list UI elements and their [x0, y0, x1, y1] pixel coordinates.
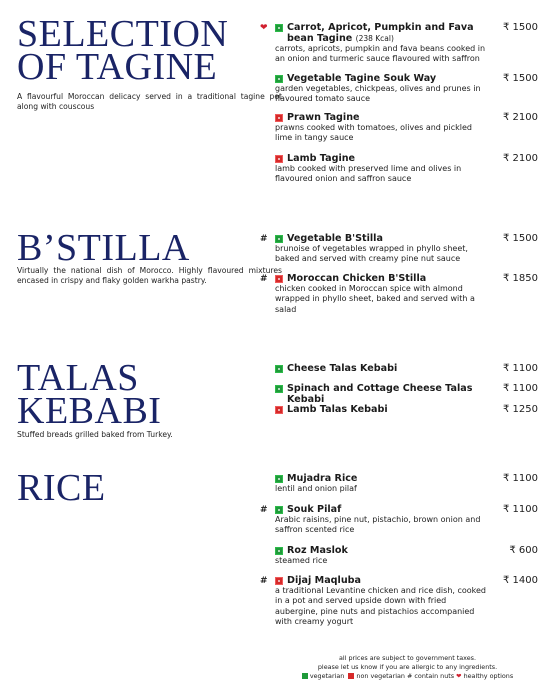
section-title	[17, 357, 162, 432]
section-title-line1: SELECTION	[17, 13, 229, 55]
item-name: Dijaj Maqluba	[287, 575, 361, 586]
item-name: Lamb Talas Kebabi	[287, 404, 388, 415]
item-description: lamb cooked with preserved lime and olives in flavoured onion and saffron sauce	[275, 164, 462, 184]
non-veg-icon	[275, 577, 283, 585]
item-price: ₹ 1500	[503, 233, 538, 244]
heart-legend-icon: ❤	[456, 672, 462, 680]
item-kcal: (238 Kcal)	[355, 34, 394, 43]
item-price: ₹ 1500	[503, 22, 538, 33]
item-name: Mujadra Rice	[287, 473, 358, 484]
allergy-note: please let us know if you are allergic to any ingredients.	[317, 662, 498, 671]
item-name: Carrot, Apricot, Pumpkin and Fava bean Tagine (238 Kcal)	[287, 22, 474, 44]
item-price: ₹ 1500	[503, 73, 538, 84]
contains-nuts-icon: #	[260, 274, 268, 284]
section-description: Virtually the national dish of Morocco. Highly flavoured mixtures encased in crispy and flaky golden warkha pastry.	[17, 266, 282, 285]
veg-icon	[275, 75, 283, 83]
item-price: ₹ 1850	[503, 273, 538, 284]
veg-icon	[275, 365, 283, 373]
item-description: carrots, apricots, pumpkin and fava beans cooked in an onion and turmeric sauce flavoured with saffron	[275, 44, 486, 64]
section-description: A flavourful Moroccan delicacy served in a traditional tagine pot along with couscous	[17, 92, 282, 111]
item-description: brunoise of vegetables wrapped in phyllo sheet, baked and served with creamy pine nut sauce	[275, 244, 468, 264]
section-title	[17, 467, 106, 509]
contains-nuts-icon: #	[260, 505, 268, 515]
item-description: lentil and onion pilaf	[275, 484, 357, 493]
item-name: Moroccan Chicken B'Stilla	[287, 273, 427, 284]
contains-nuts-icon: #	[260, 234, 268, 244]
veg-icon	[275, 235, 283, 243]
non-veg-legend-label: non vegetarian	[356, 672, 405, 680]
non-veg-icon	[275, 275, 283, 283]
healthy-heart-icon: ❤	[260, 23, 268, 33]
item-name: Lamb Tagine	[287, 153, 356, 164]
item-name: Spinach and Cottage Cheese Talas Kebabi	[287, 383, 473, 405]
healthy-legend-label: healthy options	[463, 672, 514, 680]
non-veg-icon	[275, 114, 283, 122]
nuts-legend-label: contain nuts	[414, 672, 455, 680]
tax-note: all prices are subject to government taxes.	[338, 654, 477, 662]
section-title-line2: OF TAGINE	[17, 46, 218, 88]
item-price: ₹ 1100	[503, 504, 538, 515]
item-name: Souk Pilaf	[287, 504, 342, 515]
item-price: ₹ 2100	[503, 153, 538, 164]
nuts-legend-icon: #	[407, 672, 413, 680]
item-description: a traditional Levantine chicken and rice dish, cooked in a pot and served upside down with fried aubergine, pine nuts and pistachios accompanied with creamy yogurt	[275, 586, 487, 626]
item-description: garden vegetables, chickpeas, olives and prunes in flavoured tomato sauce	[275, 84, 481, 104]
veg-icon	[275, 547, 283, 555]
item-name: Vegetable B'Stilla	[287, 233, 383, 244]
item-price: ₹ 1400	[503, 575, 538, 586]
item-name: Prawn Tagine	[287, 112, 360, 123]
item-price: ₹ 600	[509, 545, 538, 556]
non-veg-legend-icon	[348, 673, 354, 679]
item-description: chicken cooked in Moroccan spice with almond wrapped in phyllo sheet, baked and served with a salad	[275, 284, 475, 314]
item-description: Arabic raisins, pine nut, pistachio, brown onion and saffron scented rice	[275, 515, 481, 535]
item-name: Vegetable Tagine Souk Way	[287, 73, 437, 84]
item-price: ₹ 1100	[503, 383, 538, 394]
item-name: Roz Maslok	[287, 545, 348, 556]
section-title-line1: B’STILLA	[17, 227, 190, 269]
item-description: prawns cooked with tomatoes, olives and pickled lime in tangy sauce	[275, 123, 472, 143]
veg-icon	[275, 24, 283, 32]
veg-icon	[275, 475, 283, 483]
item-name: Cheese Talas Kebabi	[287, 363, 398, 374]
item-price: ₹ 1250	[503, 404, 538, 415]
veg-icon	[275, 385, 283, 393]
section-title-line1: RICE	[17, 467, 106, 509]
veg-legend-label: vegetarian	[309, 672, 345, 680]
contains-nuts-icon: #	[260, 576, 268, 586]
section-title-line1: TALAS	[17, 357, 139, 399]
footer-notes	[270, 654, 545, 681]
veg-legend-icon	[302, 673, 308, 679]
item-description: steamed rice	[275, 556, 328, 565]
item-price: ₹ 1100	[503, 363, 538, 374]
item-price: ₹ 2100	[503, 112, 538, 123]
section-description: Stuffed breads grilled baked from Turkey.	[17, 430, 173, 439]
diet-legend	[270, 672, 545, 681]
veg-icon	[275, 506, 283, 514]
section-title-line2: KEBABI	[17, 390, 162, 432]
item-price: ₹ 1100	[503, 473, 538, 484]
section-title	[17, 13, 229, 88]
section-title	[17, 227, 190, 269]
non-veg-icon	[275, 155, 283, 163]
non-veg-icon	[275, 406, 283, 414]
